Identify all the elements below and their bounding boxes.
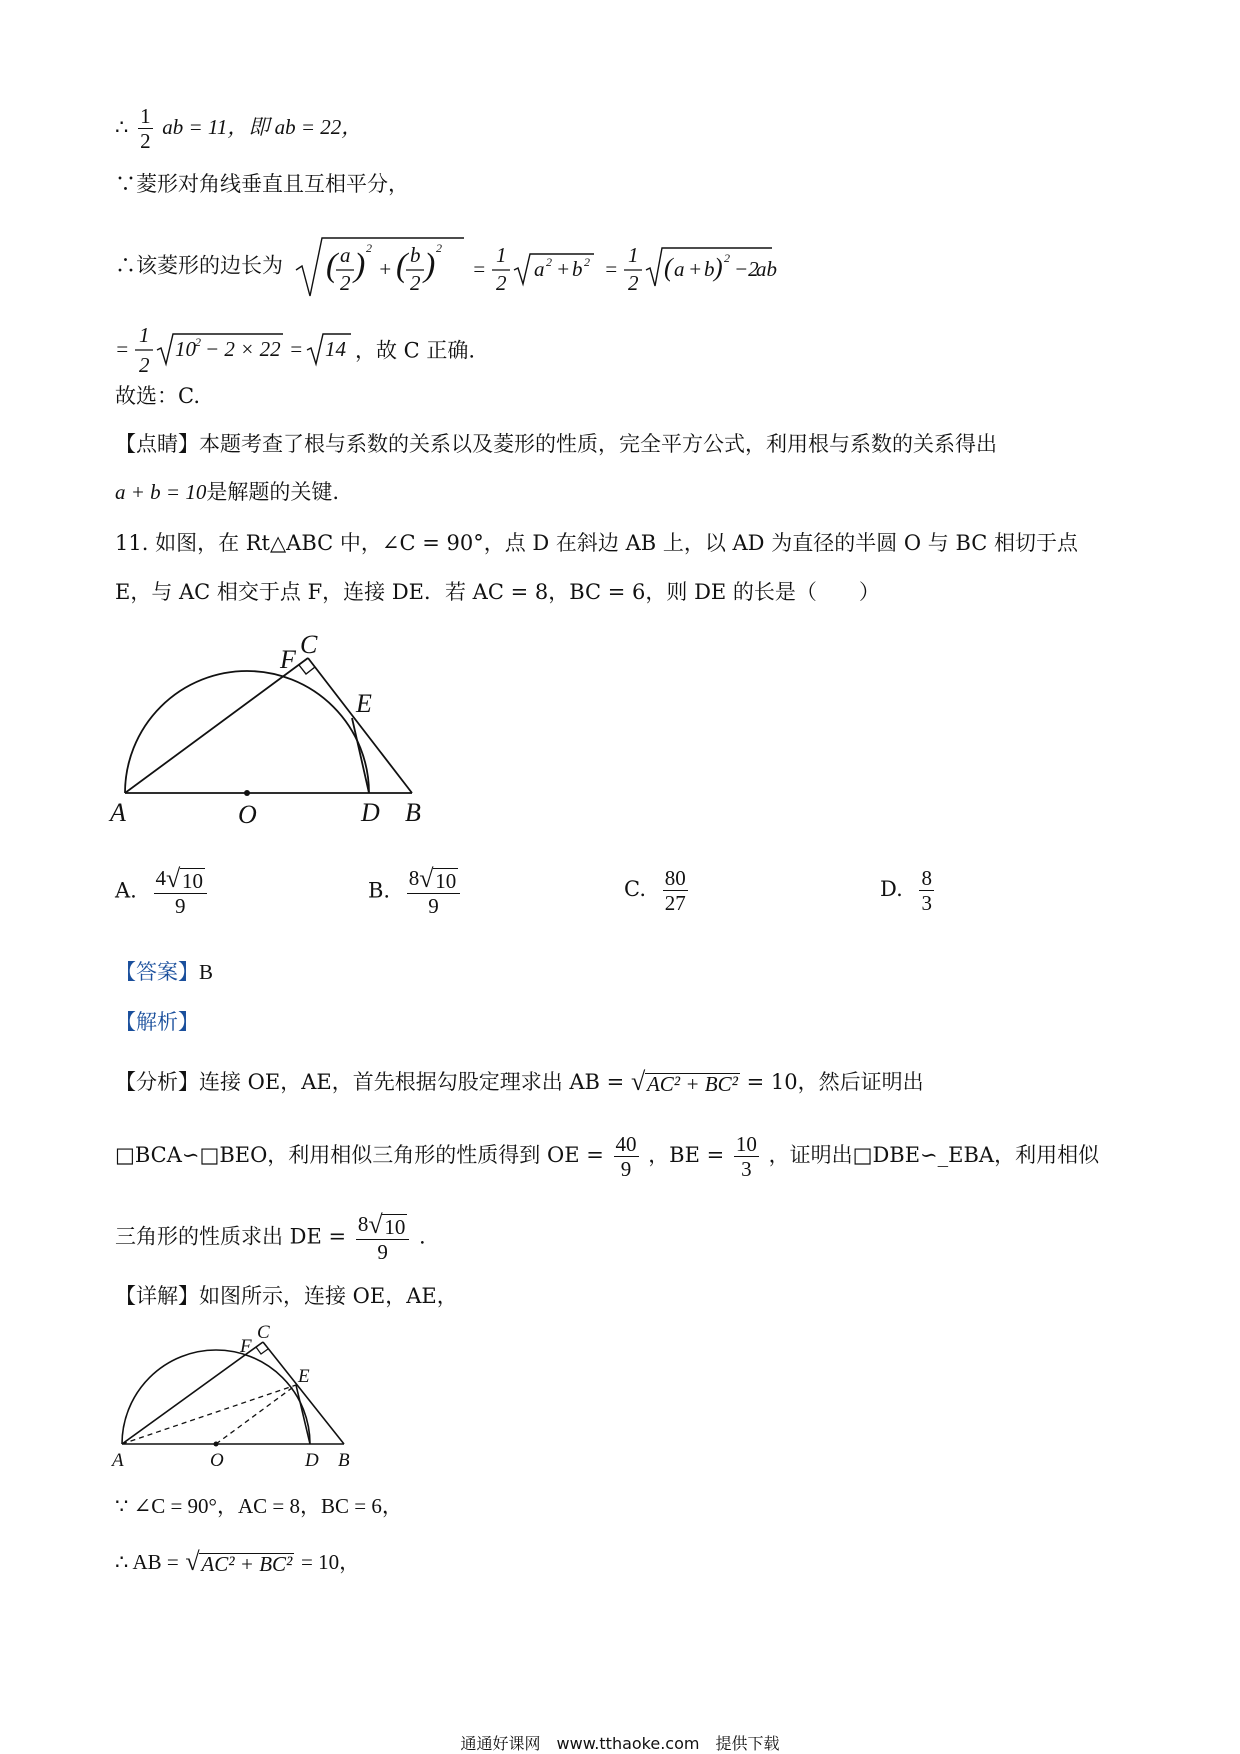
fenxi-text-2b: ，BE = (648, 1143, 725, 1168)
xiangjie-text-3a: ∴ AB = (115, 1550, 179, 1574)
be-den: 3 (741, 1157, 752, 1182)
svg-text:14: 14 (325, 337, 346, 361)
svg-text:2: 2 (545, 255, 552, 269)
question-11-figure (110, 628, 440, 828)
svg-text:− 2 × 22: − 2 × 22 (205, 337, 281, 361)
svg-text:2: 2 (627, 271, 639, 295)
side-length-result (115, 322, 355, 382)
xiangjie-text-1: 【详解】如图所示，连接 OE，AE， (115, 1284, 458, 1308)
fenxi-text-2c: ，证明出□DBE∽_EBA，利用相似 (768, 1143, 1100, 1168)
answer-tag: 【答案】 (115, 960, 199, 984)
svg-text:+: + (377, 257, 392, 281)
solution-line-3 (115, 232, 777, 302)
sum-expression: a + b = 10 (115, 480, 207, 504)
segment-DE-2 (296, 1385, 310, 1444)
option-a-label: A. (115, 878, 137, 903)
oe-num: 40 (615, 1132, 637, 1156)
label-B-2: B (338, 1450, 350, 1471)
segment-CB-2 (263, 1342, 344, 1444)
option-c-den: 27 (664, 891, 686, 916)
analysis-tag: 【解析】 (115, 1010, 199, 1034)
dashed-OE (216, 1385, 296, 1444)
option-b-coef: 8 (408, 866, 420, 890)
dianjing-text: 【点睛】本题考查了根与系数的关系以及菱形的性质，完全平方公式，利用根与系数的关系得出 (115, 432, 997, 456)
segment-DE (352, 718, 369, 793)
fenxi-radicand-1: AC² + BC² (646, 1071, 738, 1096)
be-num: 10 (735, 1132, 757, 1156)
fenxi-text-3a: 三角形的性质求出 DE = (115, 1224, 347, 1249)
option-a-den: 9 (175, 893, 186, 918)
svg-text:2: 2 (139, 353, 150, 377)
svg-text:(: ( (663, 253, 673, 282)
page-footer: 通通好课网 www.tthaoke.com 提供下载 (460, 1734, 780, 1753)
label-E: E (356, 689, 372, 718)
svg-text:a: a (339, 243, 351, 267)
question-11-text-2: E，与 AC 相交于点 F，连接 DE．若 AC = 8，BC = 6，则 DE 的长是（ ） (115, 580, 880, 604)
svg-text:10: 10 (175, 337, 196, 361)
fenxi-fraction-de: 8 √ 10 9 (356, 1212, 410, 1264)
solution-line-1 (115, 104, 362, 153)
svg-text:1: 1 (495, 243, 507, 267)
svg-text:+: + (555, 257, 570, 281)
fenxi-text-2a: □BCA∽□BEO，利用相似三角形的性质得到 OE = (115, 1143, 604, 1168)
label-O: O (238, 800, 257, 829)
line-2-text: ∵菱形对角线垂直且互相平分， (115, 172, 409, 196)
question-11-line-1 (115, 533, 1078, 554)
svg-text:2: 2 (723, 251, 730, 265)
label-F-2: F (240, 1336, 252, 1357)
option-d-label: D. (880, 877, 903, 902)
svg-text:−2: −2 (733, 257, 759, 281)
segment-CB (308, 658, 412, 793)
label-F: F (280, 645, 296, 674)
svg-text:=: = (603, 257, 618, 281)
svg-text:): ) (353, 247, 366, 284)
svg-text:2: 2 (583, 255, 590, 269)
svg-text:=: = (289, 337, 304, 361)
option-b-label: B. (368, 878, 391, 903)
svg-text:+: + (687, 257, 702, 281)
de-den: 9 (377, 1239, 388, 1264)
therefore-symbol: ∴ (115, 115, 129, 140)
option-b-radicand: 10 (435, 868, 457, 893)
svg-text:2: 2 (495, 271, 507, 295)
svg-text:(: ( (325, 247, 338, 284)
option-c-fraction (663, 866, 688, 915)
label-O-2: O (210, 1450, 224, 1471)
xiangjie-line-1 (115, 1286, 458, 1307)
fraction-numerator: 1 (140, 104, 151, 128)
semicircle-arc-2 (122, 1350, 310, 1444)
fenxi-text-1a: 【分析】连接 OE，AE，首先根据勾股定理求出 AB = (115, 1070, 625, 1094)
de-coef: 8 (357, 1212, 369, 1236)
option-a[interactable] (115, 863, 210, 918)
svg-text:1: 1 (627, 243, 639, 267)
side-length-formula (294, 232, 777, 302)
option-a-fraction: 4 √ 10 9 (154, 866, 208, 918)
answer-line (115, 962, 213, 983)
fenxi-fraction-be (734, 1132, 759, 1181)
label-E-2: E (298, 1366, 310, 1387)
right-angle-mark-2 (256, 1347, 268, 1354)
svg-text:2: 2 (435, 241, 442, 255)
solution-line-5 (115, 386, 200, 407)
fenxi-line-1 (115, 1066, 924, 1096)
label-A: A (110, 798, 126, 827)
question-11-text-1: 11. 如图，在 Rt△ABC 中，∠C = 90°，点 D 在斜边 AB 上，以 AD 为直径的半圆 O 与 BC 相切于点 (115, 531, 1079, 555)
svg-text:ab: ab (755, 257, 777, 281)
choose-text: 故选：C. (115, 384, 200, 408)
answer-value: B (199, 960, 214, 984)
option-a-radicand: 10 (182, 868, 204, 893)
svg-text:): ) (423, 247, 436, 284)
fenxi-line-3 (115, 1209, 426, 1264)
svg-text:2: 2 (409, 271, 421, 295)
xiangjie-text-3b: = 10， (301, 1550, 361, 1574)
de-radicand: 10 (384, 1214, 406, 1239)
dianjing-line-2 (115, 482, 339, 503)
xiangjie-sqrt: √ AC² + BC² (185, 1546, 293, 1576)
label-A-2: A (112, 1450, 124, 1471)
solution-figure (110, 1322, 370, 1482)
analysis-line (115, 1012, 199, 1033)
label-D: D (361, 798, 380, 827)
option-b[interactable] (368, 863, 463, 918)
option-c-label: C. (624, 877, 646, 902)
line-1-text: ab = 11，即 ab = 22， (162, 115, 363, 140)
line-4-tail: ，故 C 正确. (355, 338, 476, 363)
line-3-prefix: ∴该菱形的边长为 (115, 253, 283, 278)
svg-text:2: 2 (339, 271, 351, 295)
label-C: C (300, 630, 318, 659)
fenxi-sqrt-1: √ AC² + BC² (630, 1066, 738, 1096)
xiangjie-text-2: ∵ ∠C = 90°，AC = 8，BC = 6， (115, 1494, 403, 1518)
option-b-fraction: 8 √ 10 9 (407, 866, 461, 918)
oe-den: 9 (620, 1157, 632, 1182)
segment-AC-2 (122, 1342, 263, 1444)
xiangjie-line-3 (115, 1546, 361, 1576)
dianjing-tail: 是解题的关键. (206, 480, 340, 504)
solution-line-4 (115, 322, 475, 382)
svg-text:a: a (533, 257, 545, 281)
right-angle-mark (299, 665, 315, 674)
svg-text:(: ( (395, 247, 408, 284)
solution-line-2 (115, 174, 409, 195)
option-a-coef: 4 (155, 866, 167, 890)
fenxi-line-2 (115, 1132, 1099, 1181)
option-c[interactable] (624, 866, 691, 915)
fraction-half (138, 104, 153, 153)
option-d-fraction (919, 866, 934, 915)
svg-text:=: = (471, 257, 486, 281)
fenxi-text-1b: = 10，然后证明出 (746, 1070, 924, 1094)
dianjing-line-1 (115, 434, 997, 455)
svg-text:=: = (115, 337, 130, 361)
fenxi-text-3b: . (419, 1224, 426, 1249)
segment-AC (125, 658, 308, 793)
label-D-2: D (305, 1450, 319, 1471)
svg-text:b: b (703, 257, 715, 281)
xiangjie-line-2 (115, 1496, 403, 1517)
option-d-den: 3 (921, 891, 932, 916)
option-b-den: 9 (428, 893, 439, 918)
point-O-2 (214, 1442, 219, 1447)
question-11-line-2 (115, 582, 880, 603)
svg-text:2: 2 (365, 241, 372, 255)
svg-text:a: a (673, 257, 685, 281)
fraction-denominator: 2 (140, 129, 151, 154)
svg-text:b: b (571, 257, 583, 281)
xiangjie-radicand: AC² + BC² (201, 1551, 293, 1576)
fenxi-fraction-oe (614, 1132, 639, 1181)
point-O (244, 790, 250, 796)
svg-text:1: 1 (139, 323, 150, 347)
option-d-num: 8 (921, 866, 932, 890)
svg-text:): ) (713, 253, 723, 282)
dashed-AE (122, 1385, 296, 1444)
option-d[interactable] (880, 866, 937, 915)
option-c-num: 80 (664, 866, 686, 890)
label-C-2: C (257, 1322, 270, 1343)
svg-text:b: b (409, 243, 421, 267)
svg-text:2: 2 (195, 335, 201, 349)
label-B: B (405, 798, 421, 827)
